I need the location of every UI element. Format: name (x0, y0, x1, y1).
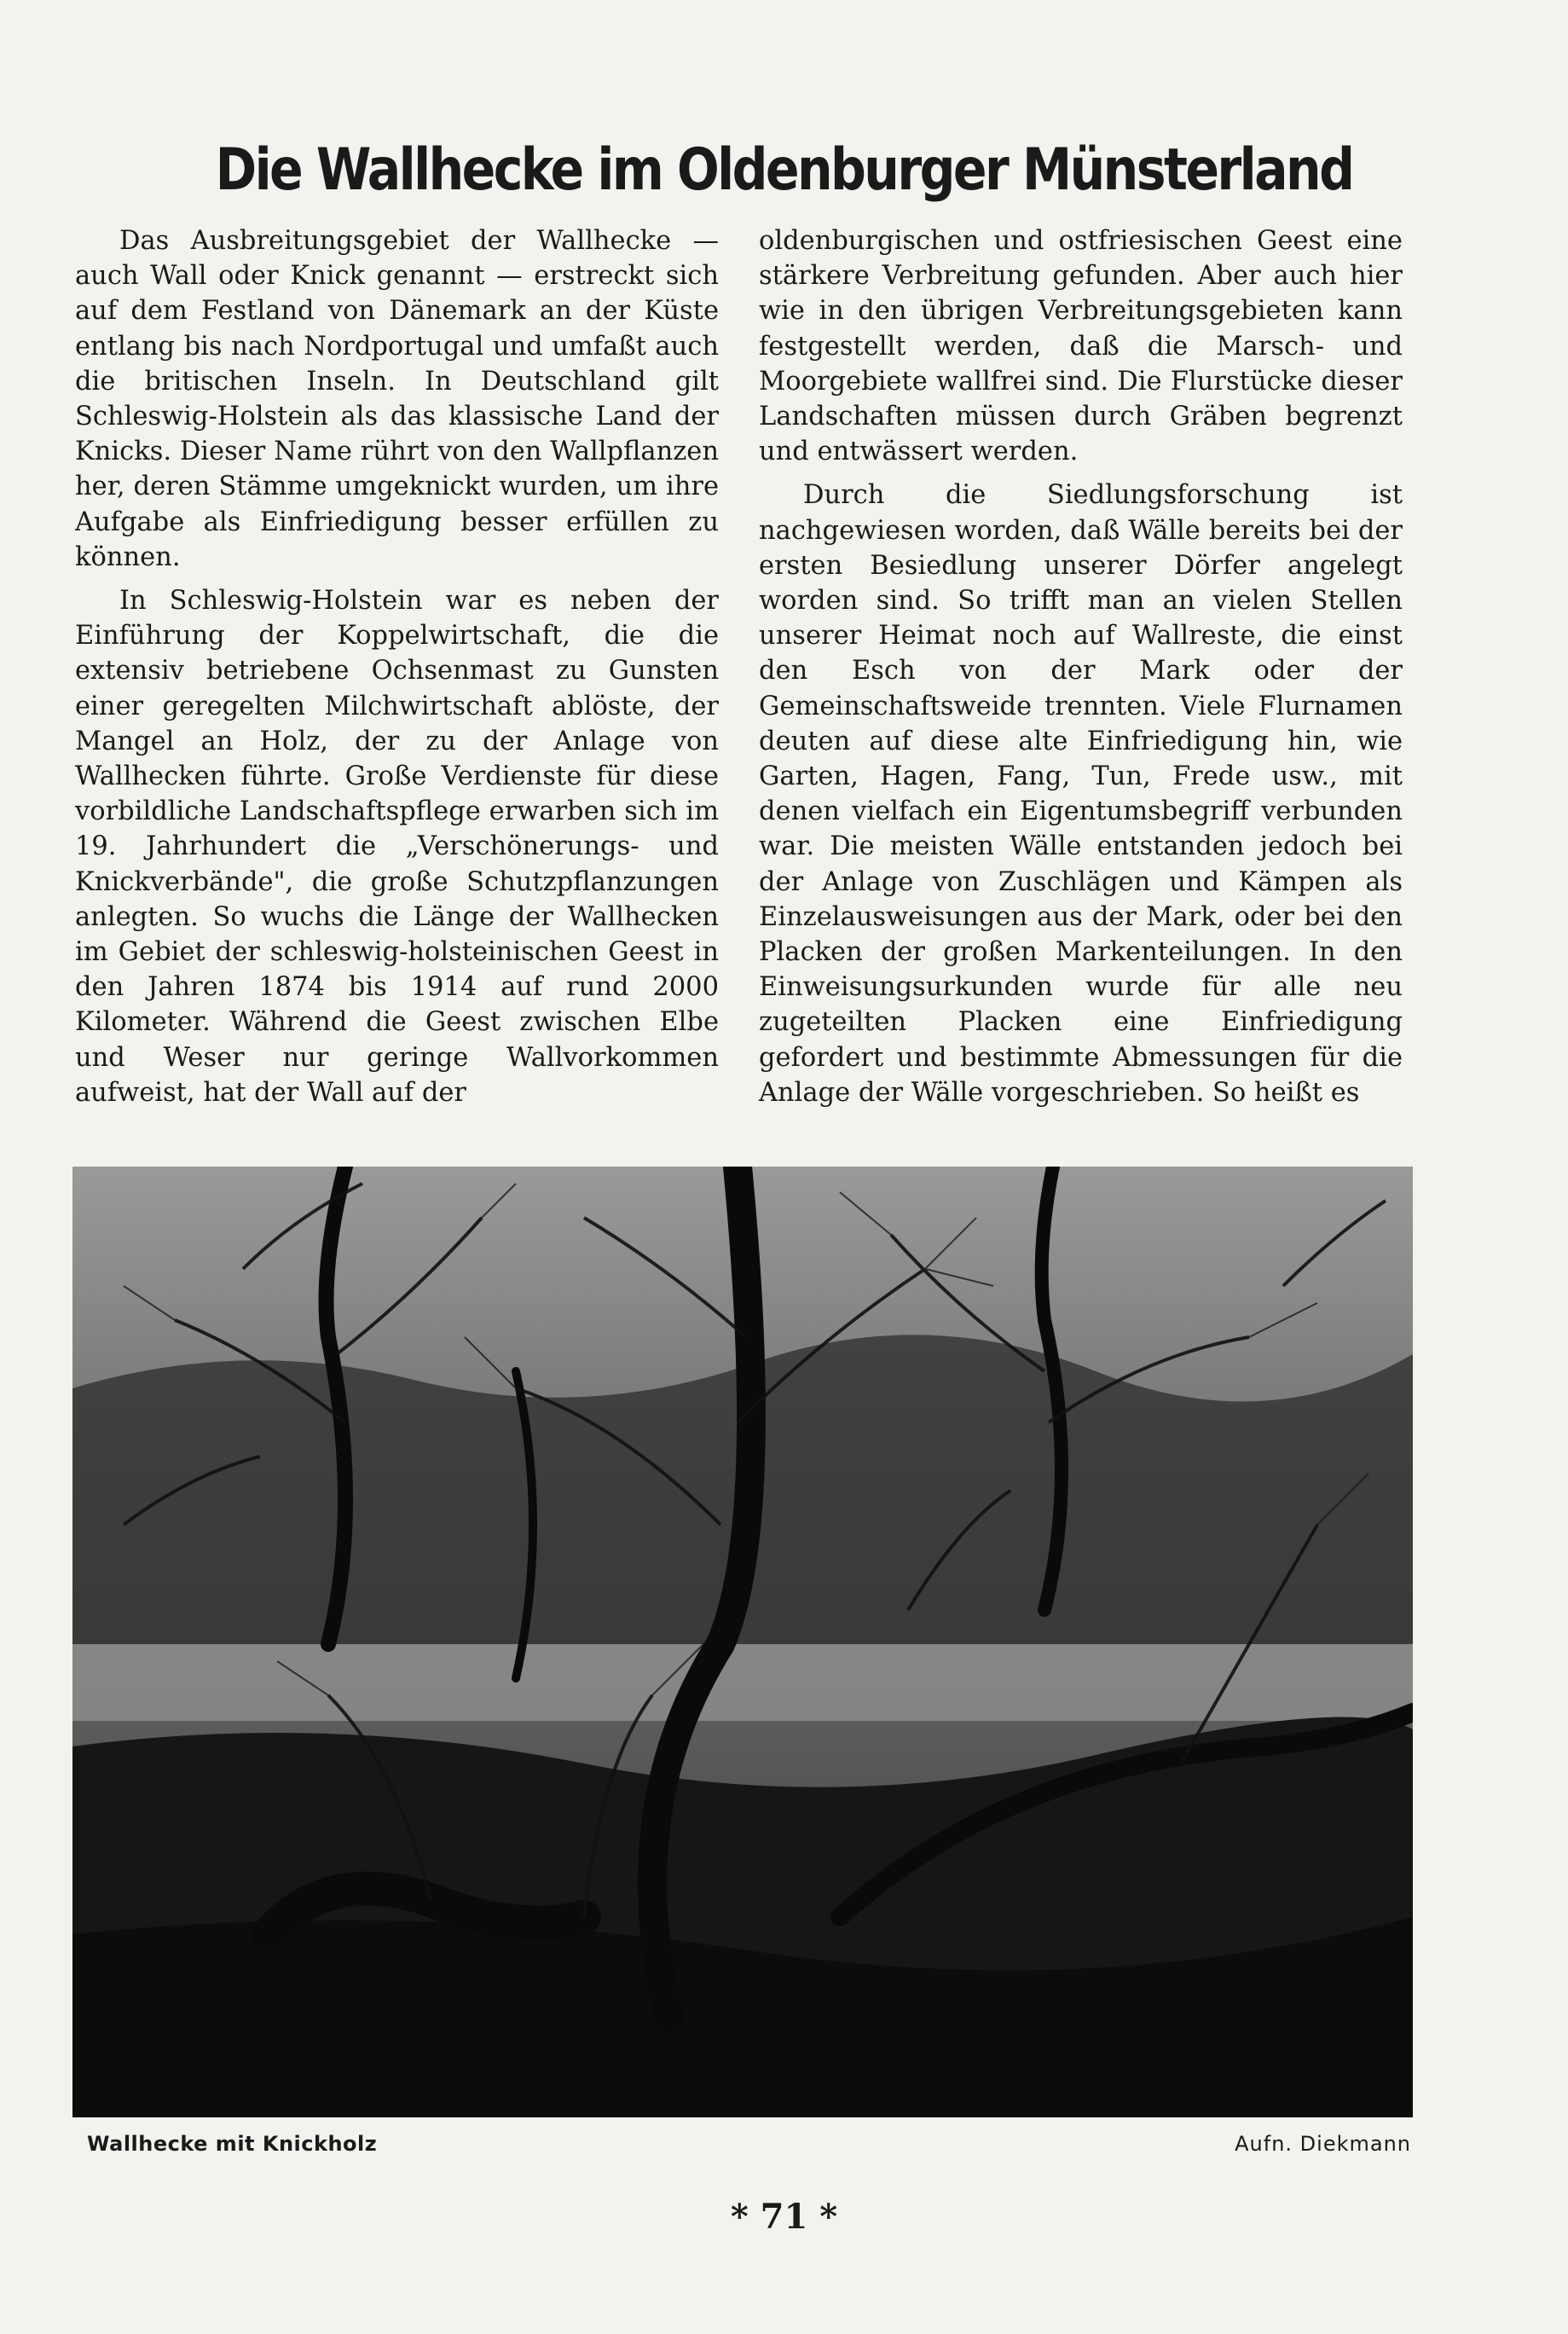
paragraph: In Schleswig-Holstein war es neben der Einführung der Koppelwirtschaft, die die extensiv betriebene Ochsenmast zu Gunsten einer geregelten Milchwirtschaft ablöste, der Mangel an Holz, der zu der Anlage von Wallhecken führte. Große Verdienste für diese vorbildliche Landschaftspflege erwarben sich im 19. Jahrhundert die „Verschönerungs- und Knickverbände", die große Schutzpflanzungen anlegten. So wuchs die Länge der Wallhecken im Gebiet der schleswig-holsteinischen Geest in den Jahren 1874 bis 1914 auf rund 2000 Kilometer. Während die Geest zwischen Elbe und Weser nur geringe Wallvorkommen aufweist, hat der Wall auf der (75, 586, 719, 1108)
hedge-photograph (72, 1167, 1413, 2117)
article-title: Die Wallhecke im Oldenburger Münsterland (215, 136, 1353, 204)
paragraph: oldenburgischen und ostfriesischen Geest eine stärkere Verbreitung gefunden. Aber auch hier wie in den übrigen Verbreitungsgebieten kann festgestellt werden, daß die Marsch- und Moorgebiete wallfrei sind. Die Flurstücke dieser Landschaften müssen durch Gräben begrenzt und entwässert werden. (759, 226, 1403, 467)
left-text-column (75, 223, 719, 1119)
right-text-column (759, 223, 1403, 1119)
figure-caption: Wallhecke mit Knickholz (87, 2132, 378, 2156)
photo-credit: Aufn. Diekmann (1235, 2132, 1411, 2156)
paragraph: Das Ausbreitungsgebiet der Wallhecke — auch Wall oder Knick genannt — erstreckt sich auf dem Festland von Dänemark an der Küste entlang bis nach Nordportugal und umfaßt auch die britischen Inseln. In Deutschland gilt Schleswig-Holstein als das klassische Land der Knicks. Dieser Name rührt von den Wallpflanzen her, deren Stämme umgeknickt wurden, um ihre Aufgabe als Einfriedigung besser erfüllen zu können. (75, 226, 719, 572)
page-number: * 71 * (730, 2197, 838, 2237)
paragraph: Durch die Siedlungsforschung ist nachgewiesen worden, daß Wälle bereits bei der ersten Besiedlung unserer Dörfer angelegt worden sind. So trifft man an vielen Stellen unserer Heimat noch auf Wallreste, die einst den Esch von der Mark oder der Gemeinschaftsweide trennten. Viele Flurnamen deuten auf diese alte Einfriedigung hin, wie Garten, Hagen, Fang, Tun, Frede usw., mit denen vielfach ein Eigentumsbegriff verbunden war. Die meisten Wälle entstanden jedoch bei der Anlage von Zuschlägen und Kämpen als Einzelausweisungen aus der Mark, oder bei den Placken der großen Markenteilungen. In den Einweisungsurkunden wurde für alle neu zugeteilten Placken eine Einfriedigung gefordert und bestimmte Abmessungen für die Anlage der Wälle vorgeschrieben. So heißt es (759, 480, 1403, 1108)
